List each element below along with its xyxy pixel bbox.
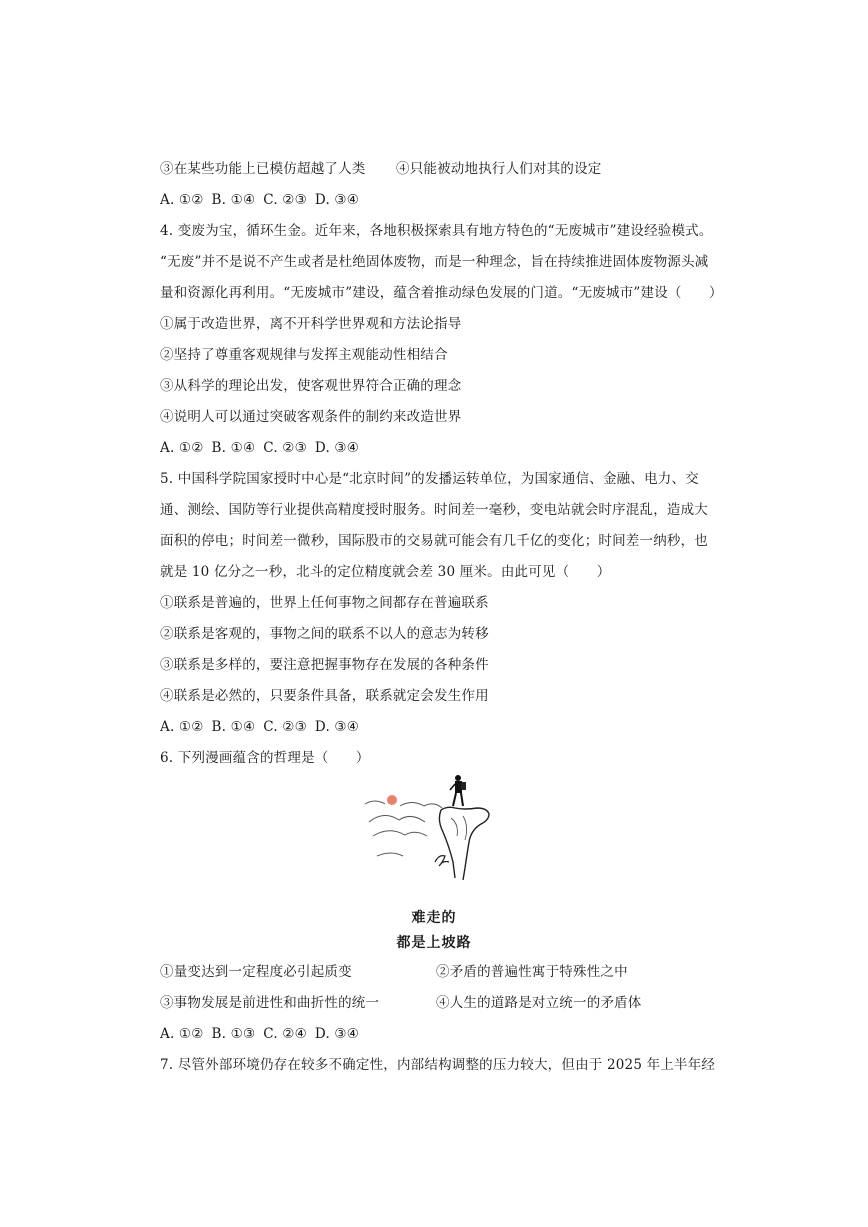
choice-c: C. ②③ [263,440,307,456]
cartoon-caption-line-1: 难走的 [411,910,457,926]
choice-a: A. ①② [160,440,204,456]
q4-stem-line-3: 量和资源化再利用。“无废城市”建设，蕴含着推动绿色发展的门道。“无废城市”建设（ ） [160,285,723,301]
choice-a: A. ①② [160,719,204,735]
choice-d: D. ③④ [314,192,360,208]
q4-stem-line-1: 4. 变废为宝，循环生金。近年来，各地积极探索具有地方特色的“无废城市”建设经验模式。 [160,223,713,239]
cartoon-climber-illustration [355,770,505,880]
choice-a: A. ①② [160,1026,204,1042]
choice-d: D. ③④ [314,440,360,456]
q5-stem-line-4: 就是 10 亿分之一秒，北斗的定位精度就会差 30 厘米。由此可见（ ） [160,564,611,580]
choice-c: C. ②④ [263,1026,307,1042]
q4-option-3: ③从科学的理论出发，使客观世界符合正确的理念 [160,378,462,394]
mountain-line [400,803,442,809]
q4-stem-line-2: “无废”并不是说不产生或者是杜绝固体废物，而是一种理念，旨在持续推进固体废物源头减 [160,254,709,270]
climber-head [455,775,461,781]
q6-option-3: ③事物发展是前进性和曲折性的统一 [160,995,380,1011]
climber-leg [453,793,456,806]
q6-option-2: ②矛盾的普遍性寓于特殊性之中 [436,964,628,980]
choice-b: B. ①④ [211,440,256,456]
choice-c: C. ②③ [263,719,307,735]
q3-option-3: ③在某些功能上已模仿超越了人类 [160,161,366,177]
q5-stem-line-3: 面积的停电；时间差一微秒，国际股市的交易就可能会有几千亿的变化；时间差一纳秒，也 [160,533,708,549]
choice-d: D. ③④ [314,719,360,735]
choice-b: B. ①④ [211,719,256,735]
choice-a: A. ①② [160,192,204,208]
q4-choices [160,439,367,457]
choice-d: D. ③④ [314,1026,360,1042]
q6-choices [160,1025,367,1043]
q3-options-row [160,160,602,178]
q5-option-2: ②联系是客观的，事物之间的联系不以人的意志为转移 [160,626,489,642]
choice-c: C. ②③ [263,192,307,208]
q4-option-2: ②坚持了尊重客观规律与发挥主观能动性相结合 [160,347,448,363]
shrub-icon [435,856,449,866]
q6-options-row-2 [160,994,642,1012]
climber-body [455,781,462,793]
climber-leg [461,793,463,806]
q6-option-1: ①量变达到一定程度必引起质变 [160,964,352,980]
q5-option-1: ①联系是普遍的，世界上任何事物之间都存在普遍联系 [160,595,489,611]
climber-arm [450,784,455,790]
cliff-texture [451,816,467,840]
q4-option-4: ④说明人可以通过突破客观条件的制约来改造世界 [160,409,462,425]
choice-b: B. ①③ [211,1026,256,1042]
mountain-line [373,831,427,836]
q6-stem: 6. 下列漫画蕴含的哲理是（ ） [160,750,370,766]
q5-choices [160,718,367,736]
q6-option-4: ④人生的道路是对立统一的矛盾体 [436,995,642,1011]
mountain-line [377,853,403,856]
q6-options-row-1 [160,963,628,981]
q5-stem-line-2: 通、测绘、国防等行业提供高精度授时服务。时间差一毫秒，变电站就会时序混乱，造成大 [160,502,708,518]
q3-choices [160,191,367,209]
q4-option-1: ①属于改造世界，离不开科学世界观和方法论指导 [160,316,462,332]
q5-stem-line-1: 5. 中国科学院国家授时中心是“北京时间”的发播运转单位，为国家通信、金融、电力、交 [160,471,699,487]
climber-backpack [461,782,466,790]
q7-stem-line-1: 7. 尽管外部环境仍存在较多不确定性，内部结构调整的压力较大，但由于 2025 年上半年经 [160,1057,716,1073]
q5-option-3: ③联系是多样的，要注意把握事物存在发展的各种条件 [160,657,489,673]
mountain-line [369,815,425,822]
q3-option-4: ④只能被动地执行人们对其的设定 [396,161,602,177]
mountain-line [365,801,385,804]
q5-option-4: ④联系是必然的，只要条件具备，联系就定会发生作用 [160,688,489,704]
cartoon-caption-line-2: 都是上坡路 [396,935,472,951]
choice-b: B. ①④ [211,192,256,208]
sun-icon [387,795,397,805]
